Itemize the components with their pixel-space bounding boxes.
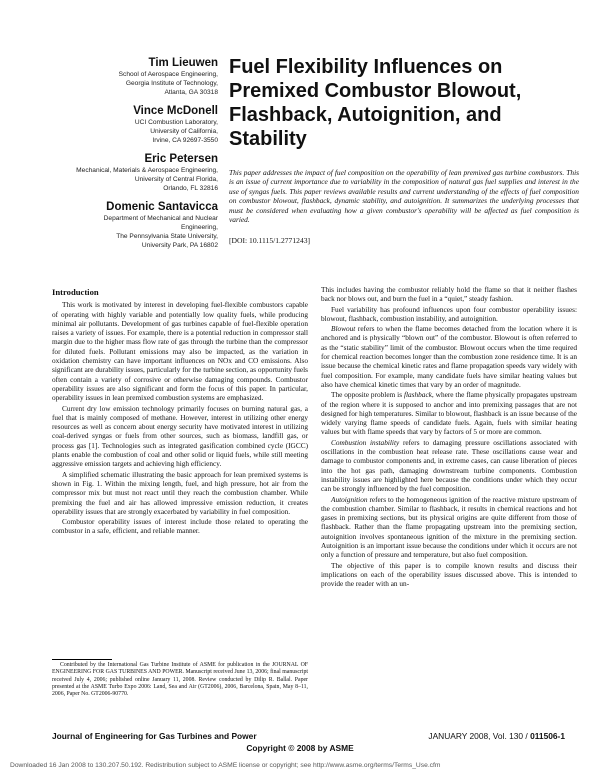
- paragraph: The objective of this paper is to compile known results and discuss their implications on each of the operability issues discussed above. This is intended to provide the reader with an un-: [321, 560, 577, 589]
- paper-title: Fuel Flexibility Influences on Premixed Combustor Blowout, Flashback, Autoignition, and Stability: [229, 56, 522, 150]
- author-affiliation: University of Central Florida,: [134, 176, 218, 183]
- download-notice: Downloaded 16 Jan 2008 to 130.207.50.192. Redistribution subject to ASME license or copyright; see http://www.asme.org/terms/Terms_Use.cfm: [10, 762, 441, 769]
- author-affiliation: The Pennsylvania State University,: [116, 233, 218, 240]
- paragraph: This work is motivated by interest in developing fuel-flexible combustors capable of operating with highly variable and potentially low quality fuels, while producing minimal air pollutants. Development of gas turbines capable of fuel-flexible operation raises a variety of issues. For example, there is a potential reduction in compressor stall margin due to the higher mass flow rate of gas through the turbine than the compressor for diluted fuels. Pollutant emissions may also be impacted, as the variation in oxidation chemistry can have important influences on NOx and CO emissions. Also significant are durability issues, particularly for the turbine section, as opportunity fuels often contain a variety of corrosive or otherwise damaging compounds. Combustor operability issues are also significant and form the focus of this paper. In particular, operability issues in lean premixed combustion systems are emphasized.: [52, 300, 308, 403]
- section-heading-introduction: Introduction: [52, 287, 99, 297]
- copyright: Copyright © 2008 by ASME: [246, 743, 354, 753]
- page-number: 011506-1: [530, 731, 565, 741]
- author-name: Tim Lieuwen: [148, 57, 218, 69]
- author-block: [20, 201, 218, 250]
- author-affiliation: Mechanical, Materials & Aerospace Engineering,: [76, 167, 218, 174]
- footnote-rule: [52, 659, 112, 660]
- left-column: [52, 288, 308, 537]
- paragraph-flashback: The opposite problem is flashback, where the flame physically propagates upstream of the region where it is supposed to anchor and into premixing passages that are not designed for high temperatures. Similar to blowout, flashback is an issue because of the widely varying flame speeds of candidate fuels. Again, fuels with similar heating values but with flame speeds that vary by factors of 5 or more are common.: [321, 390, 577, 437]
- paragraph: Fuel variability has profound influences upon four combustor operability issues: blowout, flashback, combustion instability, and autoignition.: [321, 304, 577, 323]
- abstract: This paper addresses the impact of fuel composition on the operability of lean premixed gas turbine combustors. This is an issue of current importance due to variability in the composition of natural gas fuel supplies and interest in the use of syngas fuels. This paper reviews available results and current understanding of the effects of fuel composition on combustor blowout, flashback, dynamic stability, and autoignition. It summarizes the underlying processes that must be considered when evaluating how a given combustor's operability will be affected as fuel composition is varied.: [229, 168, 579, 225]
- author-affiliation: University of California,: [150, 128, 218, 135]
- author-affiliation: School of Aerospace Engineering,: [118, 71, 218, 78]
- author-affiliation: Irvine, CA 92697-3550: [152, 137, 218, 144]
- paragraph: A simplified schematic illustrating the basic approach for lean premixed systems is shown in Fig. 1. Within the mixing length, fuel, and high pressure, hot air from the compressor mix but must not react until they reach the combustion chamber. While premixing the fuel and air has allowed impressive emission reduction, it creates operability issues that are strongly exacerbated by variability in fuel composition.: [52, 469, 308, 516]
- author-affiliation: Orlando, FL 32816: [163, 185, 218, 192]
- doi: [DOI: 10.1115/1.2771243]: [229, 236, 311, 245]
- author-block: [20, 153, 218, 193]
- term: Combustion instability: [331, 437, 400, 447]
- right-column: [321, 285, 577, 590]
- author-name: Domenic Santavicca: [106, 201, 218, 213]
- author-block: [20, 57, 218, 97]
- paragraph-instability: Combustion instability refers to damaging pressure oscillations associated with oscillations in the combustion heat release rate. These oscillations cause wear and damage to combustor components and, in extreme cases, can cause liberation of pieces into the hot gas path, damaging downstream turbine components. Combustion instability issues are highlighted here because the conditions under which they occur can be strongly influenced by the fuel composition.: [321, 437, 577, 494]
- footnote: [52, 662, 308, 698]
- paragraph-autoignition: Autoignition refers to the homogeneous ignition of the reactive mixture upstream of the combustion chamber. Similar to flashback, it results in chemical reactions and hot gases in premixing sections, but its physical origins are quite different from those of flashback. Rather than the flame propagating upstream into the premixing section, autoignition involves spontaneous ignition of the mixture in the premixing section. Autoignition is an important issue because the conditions under which it occurs are not only a function of pressure and temperature, but also fuel composition.: [321, 494, 577, 560]
- term: Blowout: [331, 324, 356, 334]
- author-affiliation: Department of Mechanical and Nuclear: [103, 215, 218, 222]
- paragraph-blowout: Blowout refers to when the flame becomes detached from the location where it is anchored and is physically “blown out” of the combustor. Blowout is often referred to as the “static stability” limit of the combustor. Blowout occurs when the time required for chemical reaction becomes longer than the combustion zone residence time. It is an issue because the chemical kinetic rates and flame propagation speeds vary widely with fuel composition. For example, many candidate fuels have similar heating values but also have chemical kinetic times that vary by an order of magnitude.: [321, 324, 577, 389]
- paragraph: Combustor operability issues of interest include those related to operating the combustor in a safe, efficient, and reliable manner.: [52, 517, 308, 536]
- paragraph: Current dry low emission technology primarily focuses on burning natural gas, a fuel that is mainly composed of methane. However, interest in utilizing other energy resources as well as concern about energy security have motivated interest in utilizing coal-derived syngas or fuels from other sources, such as biomass, landfill gas, or process gas [1]. Technologies such as integrated gasification combined cycle (IGCC) plants enable the combustion of coal and other solid or liquid fuels, while still meeting aggressive emission targets and achieving high efficiency.: [52, 403, 308, 469]
- author-list: [20, 57, 218, 258]
- term: Autoignition: [331, 494, 368, 504]
- paragraph: This includes having the combustor reliably hold the flame so that it neither flashes back nor blows out, and burn the fuel in a “quiet,” steady fashion.: [321, 285, 577, 304]
- author-affiliation: UCI Combustion Laboratory,: [134, 119, 218, 126]
- author-affiliation: University Park, PA 16802: [141, 242, 218, 249]
- author-name: Vince McDonell: [133, 105, 218, 117]
- author-affiliation: Georgia Institute of Technology,: [125, 80, 218, 87]
- author-affiliation: Atlanta, GA 30318: [164, 89, 218, 96]
- author-affiliation: Engineering,: [180, 224, 218, 231]
- issue-info: JANUARY 2008, Vol. 130 / 011506-1: [428, 731, 565, 741]
- term: flashback: [403, 390, 432, 400]
- journal-name: Journal of Engineering for Gas Turbines and Power: [52, 731, 257, 741]
- author-name: Eric Petersen: [144, 153, 218, 165]
- footnote-text: Contributed by the International Gas Turbine Institute of ASME for publication in the JOURNAL OF ENGINEERING FOR GAS TURBINES AND POWER. Manuscript received June 13, 2006; final manuscript received July 4, 2006; published online January 11, 2008. Review conducted by Dilip R. Ballal. Paper presented at the ASME Turbo Expo 2006: Land, Sea and Air (GT2006), 2006, Barcelona, Spain, May 8–11, 2006, Paper No. GT2006-90770.: [52, 662, 308, 698]
- author-block: [20, 105, 218, 145]
